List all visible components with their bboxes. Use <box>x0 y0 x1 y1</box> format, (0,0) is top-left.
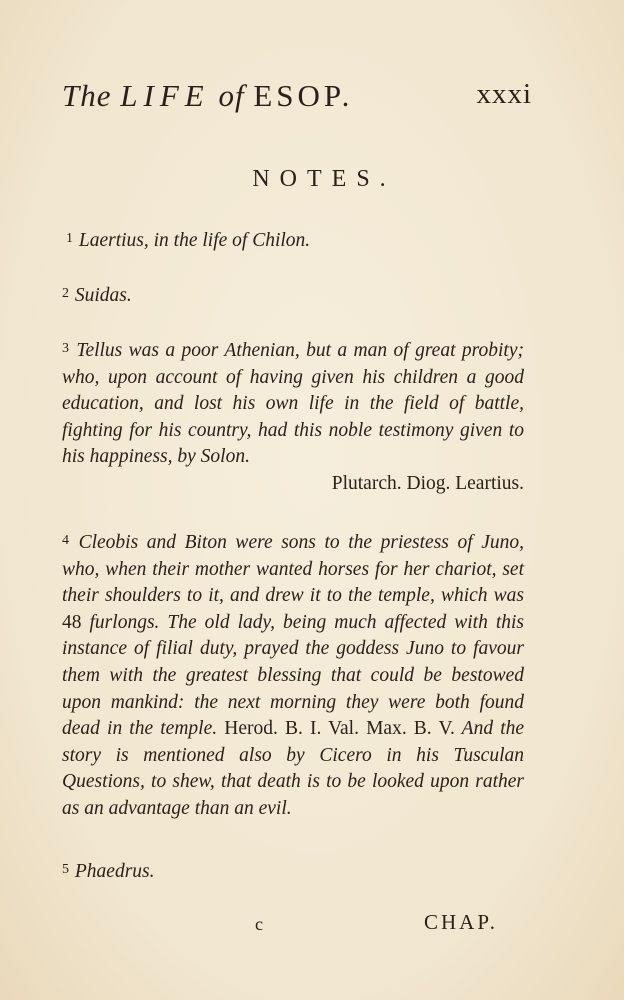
note-number: 1 <box>66 231 73 246</box>
header-of: of <box>218 78 245 113</box>
catchword: CHAP. <box>424 910 498 934</box>
note-number: 2 <box>62 286 69 301</box>
header-esop: ESOP. <box>253 78 354 113</box>
note-5 <box>62 857 524 886</box>
signature-mark: c <box>255 914 263 934</box>
header-life: LIFE <box>120 78 210 113</box>
notes-heading: NOTES. <box>252 166 396 192</box>
note-reference: Herod. B. I. Val. Max. B. V. <box>224 718 455 740</box>
note-text: Laertius, in the life of Chilon. <box>78 230 311 251</box>
page-number: xxxi <box>476 78 532 110</box>
running-header <box>62 78 532 114</box>
note-number: 3 <box>62 341 69 356</box>
note-number: 4 <box>62 533 69 548</box>
note-2 <box>62 281 524 310</box>
note-number: 5 <box>62 862 69 877</box>
note-roman-48: 48 <box>62 611 82 633</box>
note-text-part3: And the story is mentioned also by Cicero in his Tusculan Questions, to shew, that death is to be looked upon rather as an advantage than an evil. <box>62 718 525 819</box>
note-text: Phaedrus. <box>74 861 155 882</box>
note-source: Plutarch. Diog. Leartius. <box>331 472 524 494</box>
note-4 <box>62 528 524 823</box>
note-text-part1: Cleobis and Biton were sons to the priestess of Juno, who, when their mother wanted horses for her chariot, set their shoulders to it, and drew it to the temple, which was <box>62 532 524 607</box>
note-1 <box>66 226 528 255</box>
note-text-part2: furlongs. The old lady, being much affected with this instance of filial duty, prayed the goddess Juno to favour them with the greatest blessing that could be bestowed upon mankind: the next morning they were both found dead in the temple. <box>62 611 525 740</box>
note-text: Suidas. <box>74 285 132 306</box>
header-the: The <box>62 78 112 113</box>
note-3 <box>62 336 524 498</box>
note-text: Tellus was a poor Athenian, but a man of great probity; who, upon account of having given his children a good education, and lost his own life in the field of battle, fighting for his country, had this noble testimony given to his happiness, by Solon. <box>62 340 524 468</box>
